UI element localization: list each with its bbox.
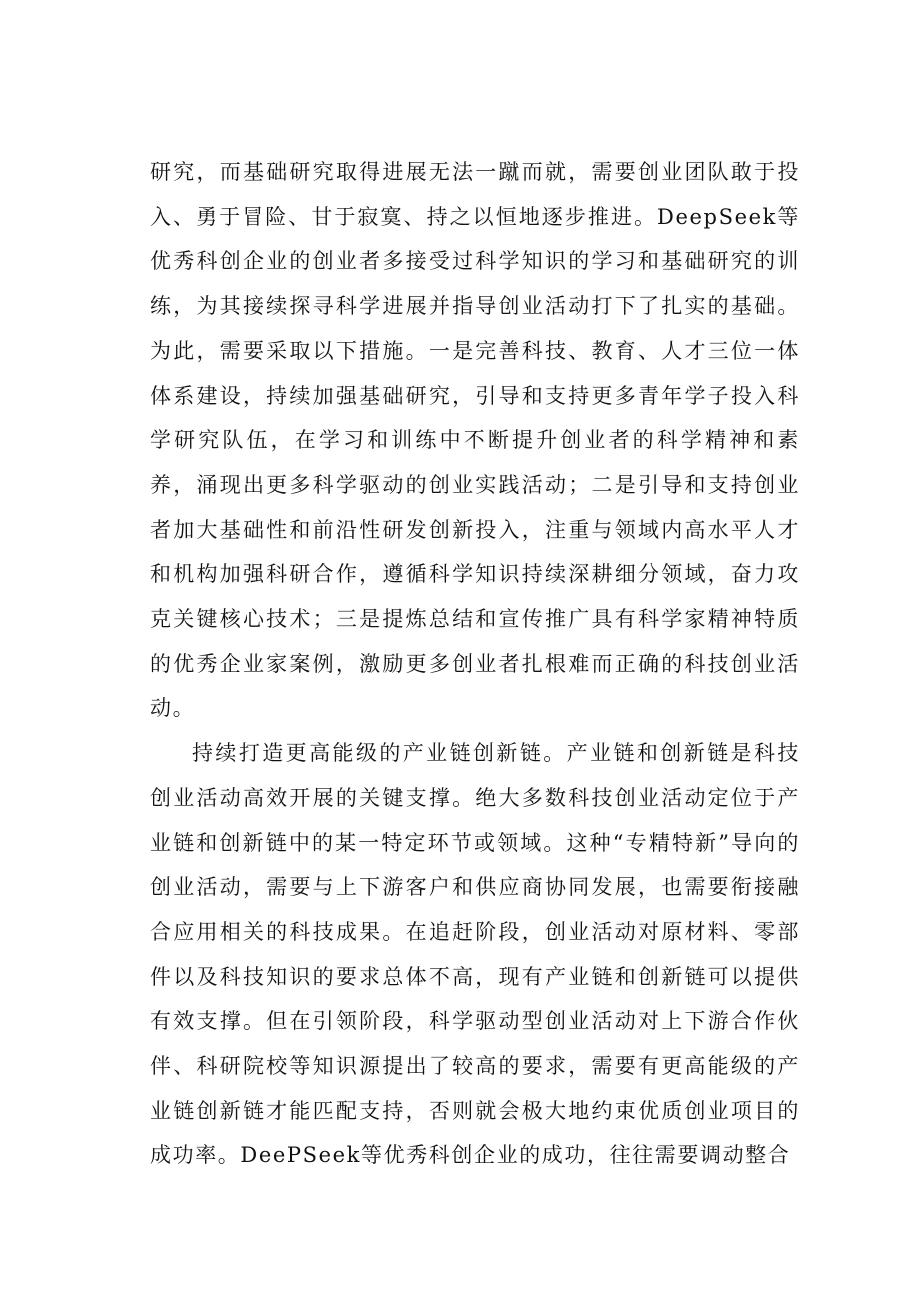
paragraph-2: 持续打造更高能级的产业链创新链。产业链和创新链是科技创业活动高效开展的关键支撑。绝大多数科技创业活动定位于产业链和创新链中的某一特定环节或领域。这种“专精特新”导向的创业活动，需要与上下游客户和供应商协同发展，也需要衔接融合应用相关的科技成果。在追赶阶段，创业活动对原材料、零部件以及科技知识的要求总体不高，现有产业链和创新链可以提供有效支撑。但在引领阶段，科学驱动型创业活动对上下游合作伙伴、科研院校等知识源提出了较高的要求，需要有更高能级的产业链创新链才能匹配支持，否则就会极大地约束优质创业项目的成功率。DeePSeek等优秀科创企业的成功，往往需要调动整合 [150,741,800,1168]
paragraph-1: 研究，而基础研究取得进展无法一蹴而就，需要创业团队敢于投入、勇于冒险、甘于寂寞、持之以恒地逐步推进。DeepSeek等优秀科创企业的创业者多接受过科学知识的学习和基础研究的训练，为其接续探寻科学进展并指导创业活动打下了扎实的基础。为此，需要采取以下措施。一是完善科技、教育、人才三位一体体系建设，持续加强基础研究，引导和支持更多青年学子投入科学研究队伍，在学习和训练中不断提升创业者的科学精神和素养，涌现出更多科学驱动的创业实践活动；二是引导和支持创业者加大基础性和前沿性研发创新投入，注重与领域内高水平人才和机构加强科研合作，遵循科学知识持续深耕细分领域，奋力攻克关键核心技术；三是提炼总结和宣传推广具有科学家精神特质的优秀企业家案例，激励更多创业者扎根难而正确的科技创业活动。 [150,160,800,721]
document-body [150,150,800,1178]
